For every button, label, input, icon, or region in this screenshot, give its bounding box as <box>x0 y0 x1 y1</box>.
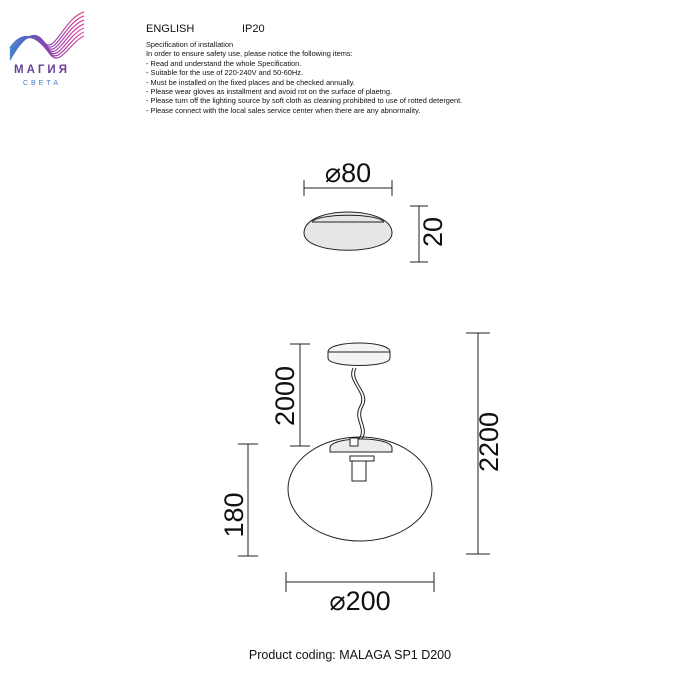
spec-item: - Suitable for the use of 220-240V and 50-60Hz. <box>146 68 303 78</box>
spec-item: - Please wear gloves as installment and avoid rot on the surface of plaetng. <box>146 87 393 97</box>
spec-title: Specification of installation <box>146 40 234 49</box>
canopy-height-label: 20 <box>418 216 448 248</box>
language-label: ENGLISH <box>146 23 195 35</box>
spec-item: - Please turn off the lighting source by soft cloth as cleaning prohibited to use of rotted detergent. <box>146 96 463 106</box>
spec-item: - Must be installed on the fixed places and be checked annually. <box>146 77 355 87</box>
canopy-drawing <box>304 212 392 250</box>
shade-diameter-label: ⌀200 <box>329 586 391 616</box>
pendant-lamp-drawing <box>288 343 432 541</box>
shade-height-label: 180 <box>219 492 249 538</box>
spec-item: - Read and understand the whole Specification. <box>146 58 302 68</box>
cable-length-label: 2000 <box>270 365 300 427</box>
total-height-label: 2200 <box>474 411 504 473</box>
product-coding: Product coding: MALAGA SP1 D200 <box>248 648 452 662</box>
brand-tagline: СВЕТА <box>22 80 62 87</box>
spec-item: - Please connect with the local sales service center when there are any abnormality. <box>146 105 421 115</box>
canopy-diameter-label: ⌀80 <box>324 158 372 188</box>
spec-intro: In order to ensure safety use, please notice the following items: <box>146 49 353 59</box>
ip-rating: IP20 <box>242 23 265 35</box>
brand-name: МАГИЯ <box>14 64 70 76</box>
